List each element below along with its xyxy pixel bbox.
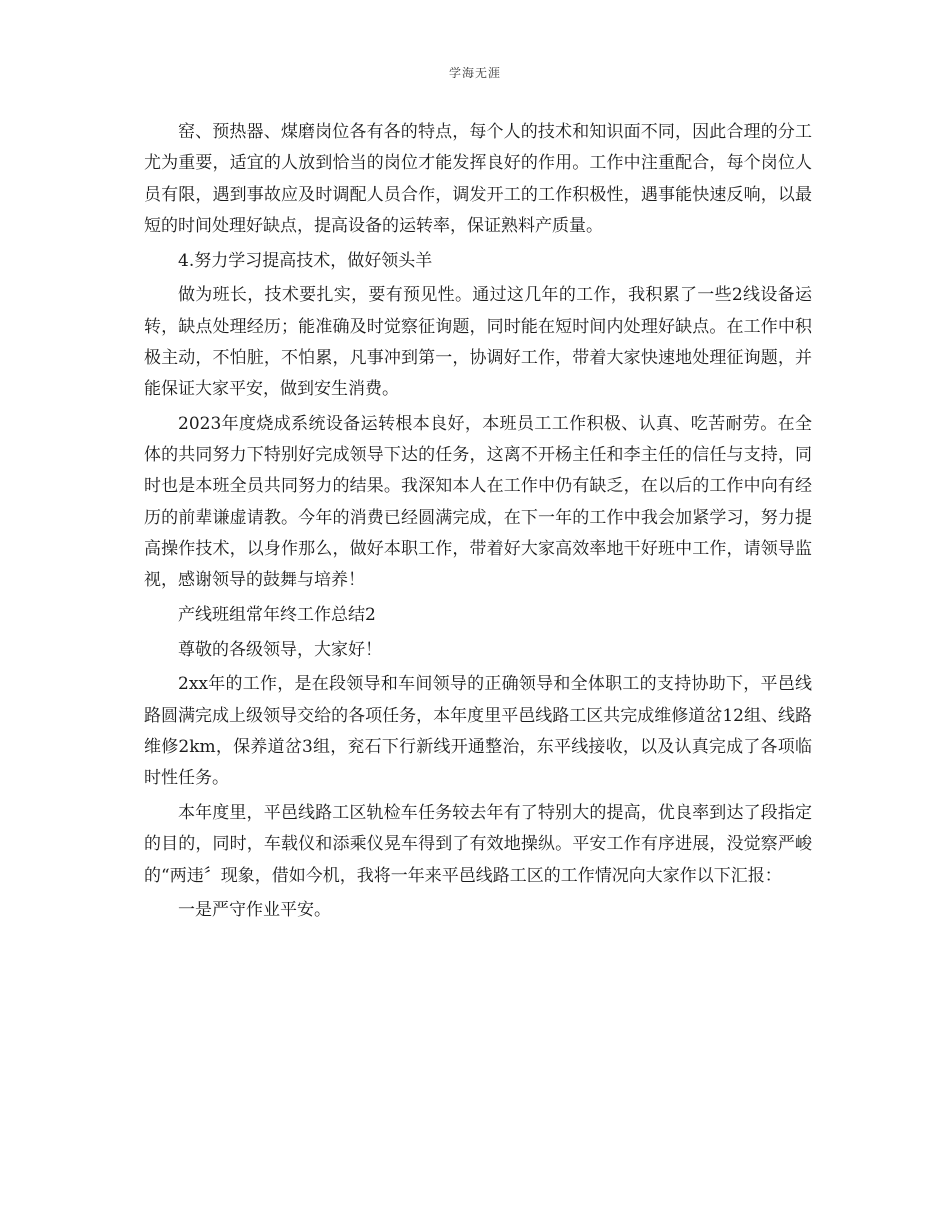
paragraph-9: 一是严守作业平安。 xyxy=(178,900,331,921)
paragraph-3: 做为班长，技术要扎实，要有预见性。通过这几年的工作，我积累了一些2线设备运转，缺点处理经历；能准确及时觉察征询题，同时能在短时间内处理好缺点。在工作中积极主动，不怕脏，不怕累，凡事冲到第一，协调好工作，带着大家快速地处理征询题，并能保证大家平安，做到安生消费。 xyxy=(144,285,812,400)
page-header: 学海无涯 xyxy=(448,66,501,80)
paragraph-4: 2023年度烧成系统设备运转根本良好，本班员工工作积极、认真、吃苦耐劳。在全体的共同努力下特别好完成领导下达的任务，这离不开杨主任和李主任的信任与支持，同时也是本班全员共同努力的结果。我深知本人在工作中仍有缺乏，在以后的工作中向有经历的前辈谦虚请教。今年的消费已经圆满完成，在下一年的工作中我会加紧学习，努力提高操作技术，以身作那么，做好本职工作，带着好大家高效率地干好班中工作，请领导监视，感谢领导的鼓舞与培养！ xyxy=(144,413,812,591)
document-body xyxy=(144,117,812,927)
paragraph-2-heading: 4.努力学习提高技术，做好领头羊 xyxy=(178,250,433,271)
section-title: 产线班组常年终工作总结2 xyxy=(178,605,376,626)
paragraph-8: 本年度里，平邑线路工区轨检车任务较去年有了特别大的提高，优良率到达了段指定的目的，同时，车载仪和添乘仪晃车得到了有效地操纵。平安工作有序进展，没觉察严峻的“两违〞现象，借如今机，我将一年来平邑线路工区的工作情况向大家作以下汇报： xyxy=(144,802,812,886)
salutation: 尊敬的各级领导，大家好！ xyxy=(178,639,382,660)
paragraph-1: 窑、预热器、煤磨岗位各有各的特点，每个人的技术和知识面不同，因此合理的分工尤为重要，适宜的人放到恰当的岗位才能发挥良好的作用。工作中注重配合，每个岗位人员有限，遇到事故应及时调配人员合作，调发开工的工作积极性，遇事能快速反响，以最短的时间处理好缺点，提高设备的运转率，保证熟料产质量。 xyxy=(144,122,812,236)
paragraph-7: 2xx年的工作，是在段领导和车间领导的正确领导和全体职工的支持协助下，平邑线路圆满完成上级领导交给的各项任务，本年度里平邑线路工区共完成维修道岔12组、线路维修2km，保养道岔3组，兖石下行新线开通整治，东平线接收，以及认真完成了各项临时性任务。 xyxy=(144,674,812,789)
